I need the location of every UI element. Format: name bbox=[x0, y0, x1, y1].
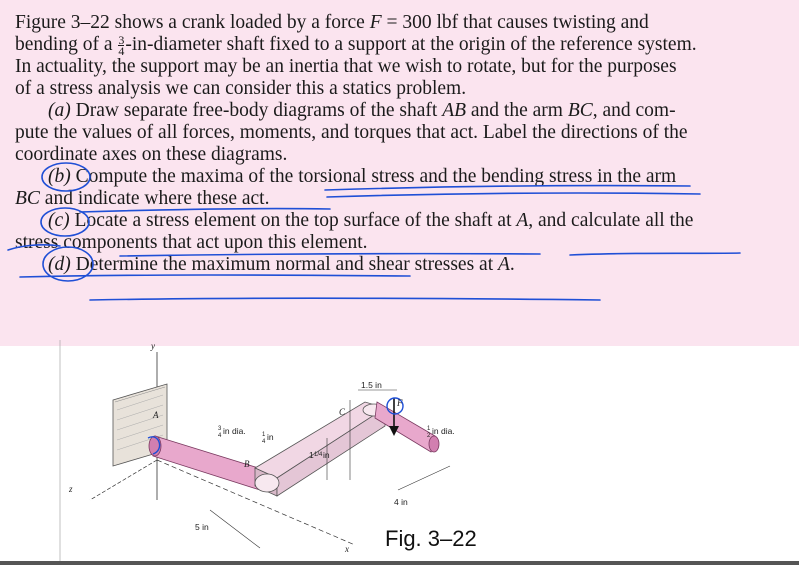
point-c-label: C bbox=[339, 407, 346, 417]
dim-arm-length-label: 4 in bbox=[394, 497, 408, 507]
point-a-label: A bbox=[153, 410, 159, 420]
z-axis bbox=[90, 460, 157, 500]
axis-y-label: y bbox=[151, 341, 155, 351]
dim-shaft-den: 4 bbox=[218, 433, 222, 439]
problem-line-4: of a stress analysis we can consider this a statics problem. bbox=[15, 78, 467, 99]
dim-offset-label: 1.5 in bbox=[361, 380, 382, 390]
dim-pin-den: 2 bbox=[427, 433, 431, 439]
problem-line-2: bending of a $\frac{3}{4}$ -in-diameter shaft fixed to a support at the origin of the reference system. bbox=[15, 33, 697, 59]
axis-z-label: z bbox=[69, 484, 73, 494]
dim-pin-num: 1 bbox=[427, 426, 431, 432]
fraction-three-quarters: $\frac{3}{4}$ bbox=[118, 33, 125, 59]
arm-bc bbox=[255, 402, 385, 496]
dim-shaft-length-label: 5 in bbox=[195, 522, 209, 532]
part-c-line-1: (c) Locate a stress element on the top surface of the shaft at A, and calculate all the bbox=[48, 210, 694, 231]
part-d-line-1: (d) Determine the maximum normal and shear stresses at A. bbox=[48, 254, 515, 275]
part-b-line-2: BC and indicate where these act. bbox=[15, 188, 270, 209]
point-b-label: B bbox=[244, 459, 250, 469]
dim-thickness-den: 4 bbox=[262, 439, 266, 445]
problem-line-3: In actuality, the support may be an inertia that we wish to rotate, but for the purposes bbox=[15, 56, 677, 77]
part-b-line-1: (b) Compute the maxima of the torsional stress and the bending stress in the arm bbox=[48, 166, 677, 187]
dim-pin-dia-label: in dia. bbox=[432, 426, 455, 436]
bottom-border bbox=[0, 561, 799, 565]
dim-thickness-label: in bbox=[267, 432, 274, 442]
dim-thickness-num: 1 bbox=[262, 432, 266, 438]
part-a-line-2: pute the values of all forces, moments, and torques that act. Label the directions of the bbox=[15, 122, 688, 143]
dim-width-unit: in bbox=[323, 450, 330, 460]
figure-caption: Fig. 3–22 bbox=[385, 526, 477, 551]
force-label: F bbox=[397, 398, 403, 408]
dim-width-frac: 1/4 bbox=[314, 452, 323, 458]
part-a-line-3: coordinate axes on these diagrams. bbox=[15, 144, 288, 165]
part-c-line-2: stress components that act upon this element. bbox=[15, 232, 368, 253]
dim-shaft-dia-label: in dia. bbox=[223, 426, 246, 436]
crank-figure bbox=[55, 340, 615, 562]
axis-x-label: x bbox=[345, 544, 349, 554]
problem-line-1: Figure 3–22 shows a crank loaded by a force F = 300 lbf that causes twisting and bbox=[15, 12, 649, 33]
part-a-line-1: (a) Draw separate free-body diagrams of the shaft AB and the arm BC, and com- bbox=[48, 100, 676, 121]
dim-shaft-num: 3 bbox=[218, 426, 222, 432]
dim-width-whole: 1 bbox=[309, 450, 314, 460]
